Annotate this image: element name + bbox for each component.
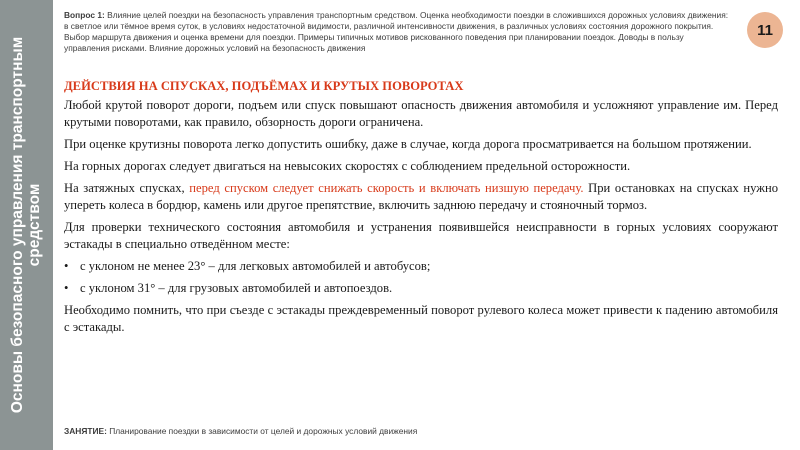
slide-number-badge: 11: [747, 12, 783, 48]
paragraph-6: Необходимо помнить, что при съезде с эстакады преждевременный поворот рулевого колеса может привести к падению автомобиля с эстакады.: [64, 303, 778, 334]
slide-content: [64, 78, 778, 341]
bullet-icon: •: [64, 259, 69, 273]
paragraph-5: Для проверки технического состояния автомобиля и устранения появившейся неисправности в горных условиях сооружают эстакады в специально отведённом месте:: [64, 220, 778, 251]
paragraph-1: Любой крутой поворот дороги, подъем или спуск повышают опасность движения автомобиля и усложняют управление им. Перед крутыми поворотами, как правило, обзорность дороги ограничена.: [64, 98, 778, 129]
list-item: [64, 280, 778, 297]
paragraph-3: На горных дорогах следует двигаться на невысоких скоростях с соблюдением предельной осторожности.: [64, 159, 631, 173]
ramp-slope-list: [64, 258, 778, 297]
question-header: [64, 10, 730, 54]
paragraph-2: При оценке крутизны поворота легко допустить ошибку, даже в случае, когда дорога просматривается на большом протяжении.: [64, 137, 752, 151]
footer-label: ЗАНЯТИЕ:: [64, 426, 107, 436]
list-item-text: с уклоном не менее 23° – для легковых автомобилей и автобусов;: [80, 259, 431, 273]
paragraph-4: [64, 180, 778, 214]
list-item: [64, 258, 778, 275]
section-title: ДЕЙСТВИЯ НА СПУСКАХ, ПОДЪЁМАХ И КРУТЫХ ПОВОРОТАХ: [64, 79, 464, 93]
paragraph-4-start: На затяжных спусках,: [64, 181, 190, 195]
paragraph-4-end: При остановках на спусках нужно упереть колеса в бордюр, камень или другое препятствие, включить заднюю передачу и стояночный тормоз.: [64, 181, 778, 212]
footer-text: Планирование поездки в зависимости от целей и дорожных условий движения: [109, 426, 418, 436]
question-label: Вопрос 1:: [64, 10, 105, 20]
sidebar-title: Основы безопасного управления транспортным средством: [9, 36, 43, 414]
sidebar: [0, 0, 53, 450]
footer: [64, 426, 417, 436]
bullet-icon: •: [64, 281, 69, 295]
list-item-text: с уклоном 31° – для грузовых автомобилей и автопоездов.: [80, 281, 393, 295]
question-text: Влияние целей поездки на безопасность управления транспортным средством. Оценка необходимости поездки в сложившихся дорожных условиях движения: в светлое или тёмное время суток, в условиях недостаточной видимости, различной интенсивности движения, в различных условиях состояния дорожного покрытия. Выбор маршрута движения и оценка времени для поездки. Примеры типичных мотивов рискованного поведения при планировании поездок. Доводы в пользу управления рисками. Влияние дорожных условий на безопасность движения: [64, 10, 729, 53]
paragraph-4-highlight: перед спуском следует снижать скорость и включать низшую передачу.: [189, 181, 584, 195]
